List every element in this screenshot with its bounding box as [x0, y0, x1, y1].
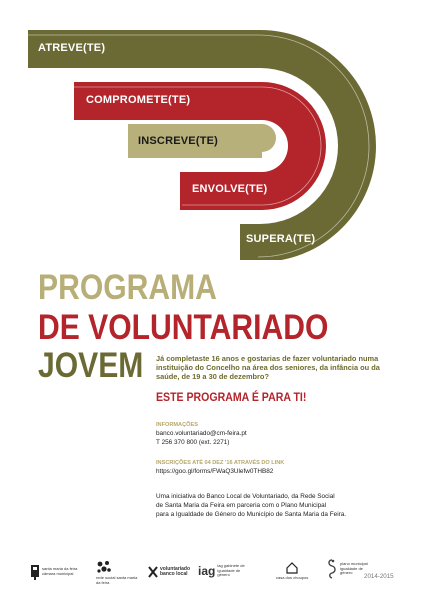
logo-casa-choupos [276, 562, 308, 581]
info-phone: T 256 370 800 (ext. 2271) [156, 439, 230, 446]
years-label: 2014-2015 [364, 573, 394, 580]
logo-municipal [30, 564, 82, 580]
band-label-envolve: ENVOLVE(TE) [192, 183, 268, 195]
initiative-line-1: Uma iniciativa do Banco Local de Voluntariado, da Rede Social [156, 493, 335, 500]
logo-iag-text: iag gabinete de igualdade de género [217, 563, 245, 578]
municipal-crest-icon [30, 564, 40, 580]
registration-heading: INSCRIÇÕES ATÉ 04 DEZ '16 ATRAVÉS DO LINK [156, 460, 285, 466]
band-label-atreve: ATREVE(TE) [38, 42, 106, 54]
logo-iag [198, 564, 251, 578]
iag-wordmark: iag [198, 564, 216, 578]
logo-municipal-text: santa maria da feira câmara municipal [42, 566, 78, 576]
title-line-voluntariado: DE VOLUNTARIADO [38, 308, 329, 347]
title-line-programa: PROGRAMA [38, 268, 217, 307]
logo-plano-igualdade-text: plano municipal igualdade de género [340, 561, 368, 576]
partner-logos-row [0, 554, 424, 594]
serpentine-bands-graphic [0, 0, 424, 260]
logo-voluntariado [148, 566, 192, 578]
volunteer-x-icon [148, 566, 158, 578]
info-email[interactable]: banco.voluntariado@cm-feira.pt [156, 430, 247, 437]
logo-rede-social-text: rede social santa maria da feira [96, 575, 138, 585]
initiative-line-3: para a Igualdade de Género do Município de Santa Maria da Feira. [156, 511, 347, 518]
logo-rede-social [96, 560, 140, 585]
registration-link[interactable]: https://goo.gl/forms/FWaQ3Ulefw0THB82 [156, 468, 274, 475]
band-label-inscreve: INSCREVE(TE) [138, 135, 219, 147]
swan-icon [326, 558, 338, 580]
intro-text: Já completaste 16 anos e gostarias de fazer voluntariado numa instituição do Concelho na área dos seniores, da infância ou da saúde, de 19 a 30 de dezembro? [156, 354, 380, 382]
initiative-line-2: de Santa Maria da Feira em parceria com o Plano Municipal [156, 502, 327, 509]
band-label-supera: SUPERA(TE) [246, 233, 316, 245]
house-icon [286, 562, 298, 574]
info-heading: INFORMAÇÕES [156, 422, 198, 428]
logo-voluntariado-text: voluntariado banco local [160, 566, 191, 577]
title-line-jovem: JOVEM [38, 346, 144, 385]
band-label-comprome: COMPROMETE(TE) [86, 94, 191, 106]
logo-casa-choupos-text: casa dos choupos [276, 575, 309, 580]
call-to-action: ESTE PROGRAMA É PARA TI! [156, 390, 307, 404]
network-dots-icon [96, 560, 112, 574]
